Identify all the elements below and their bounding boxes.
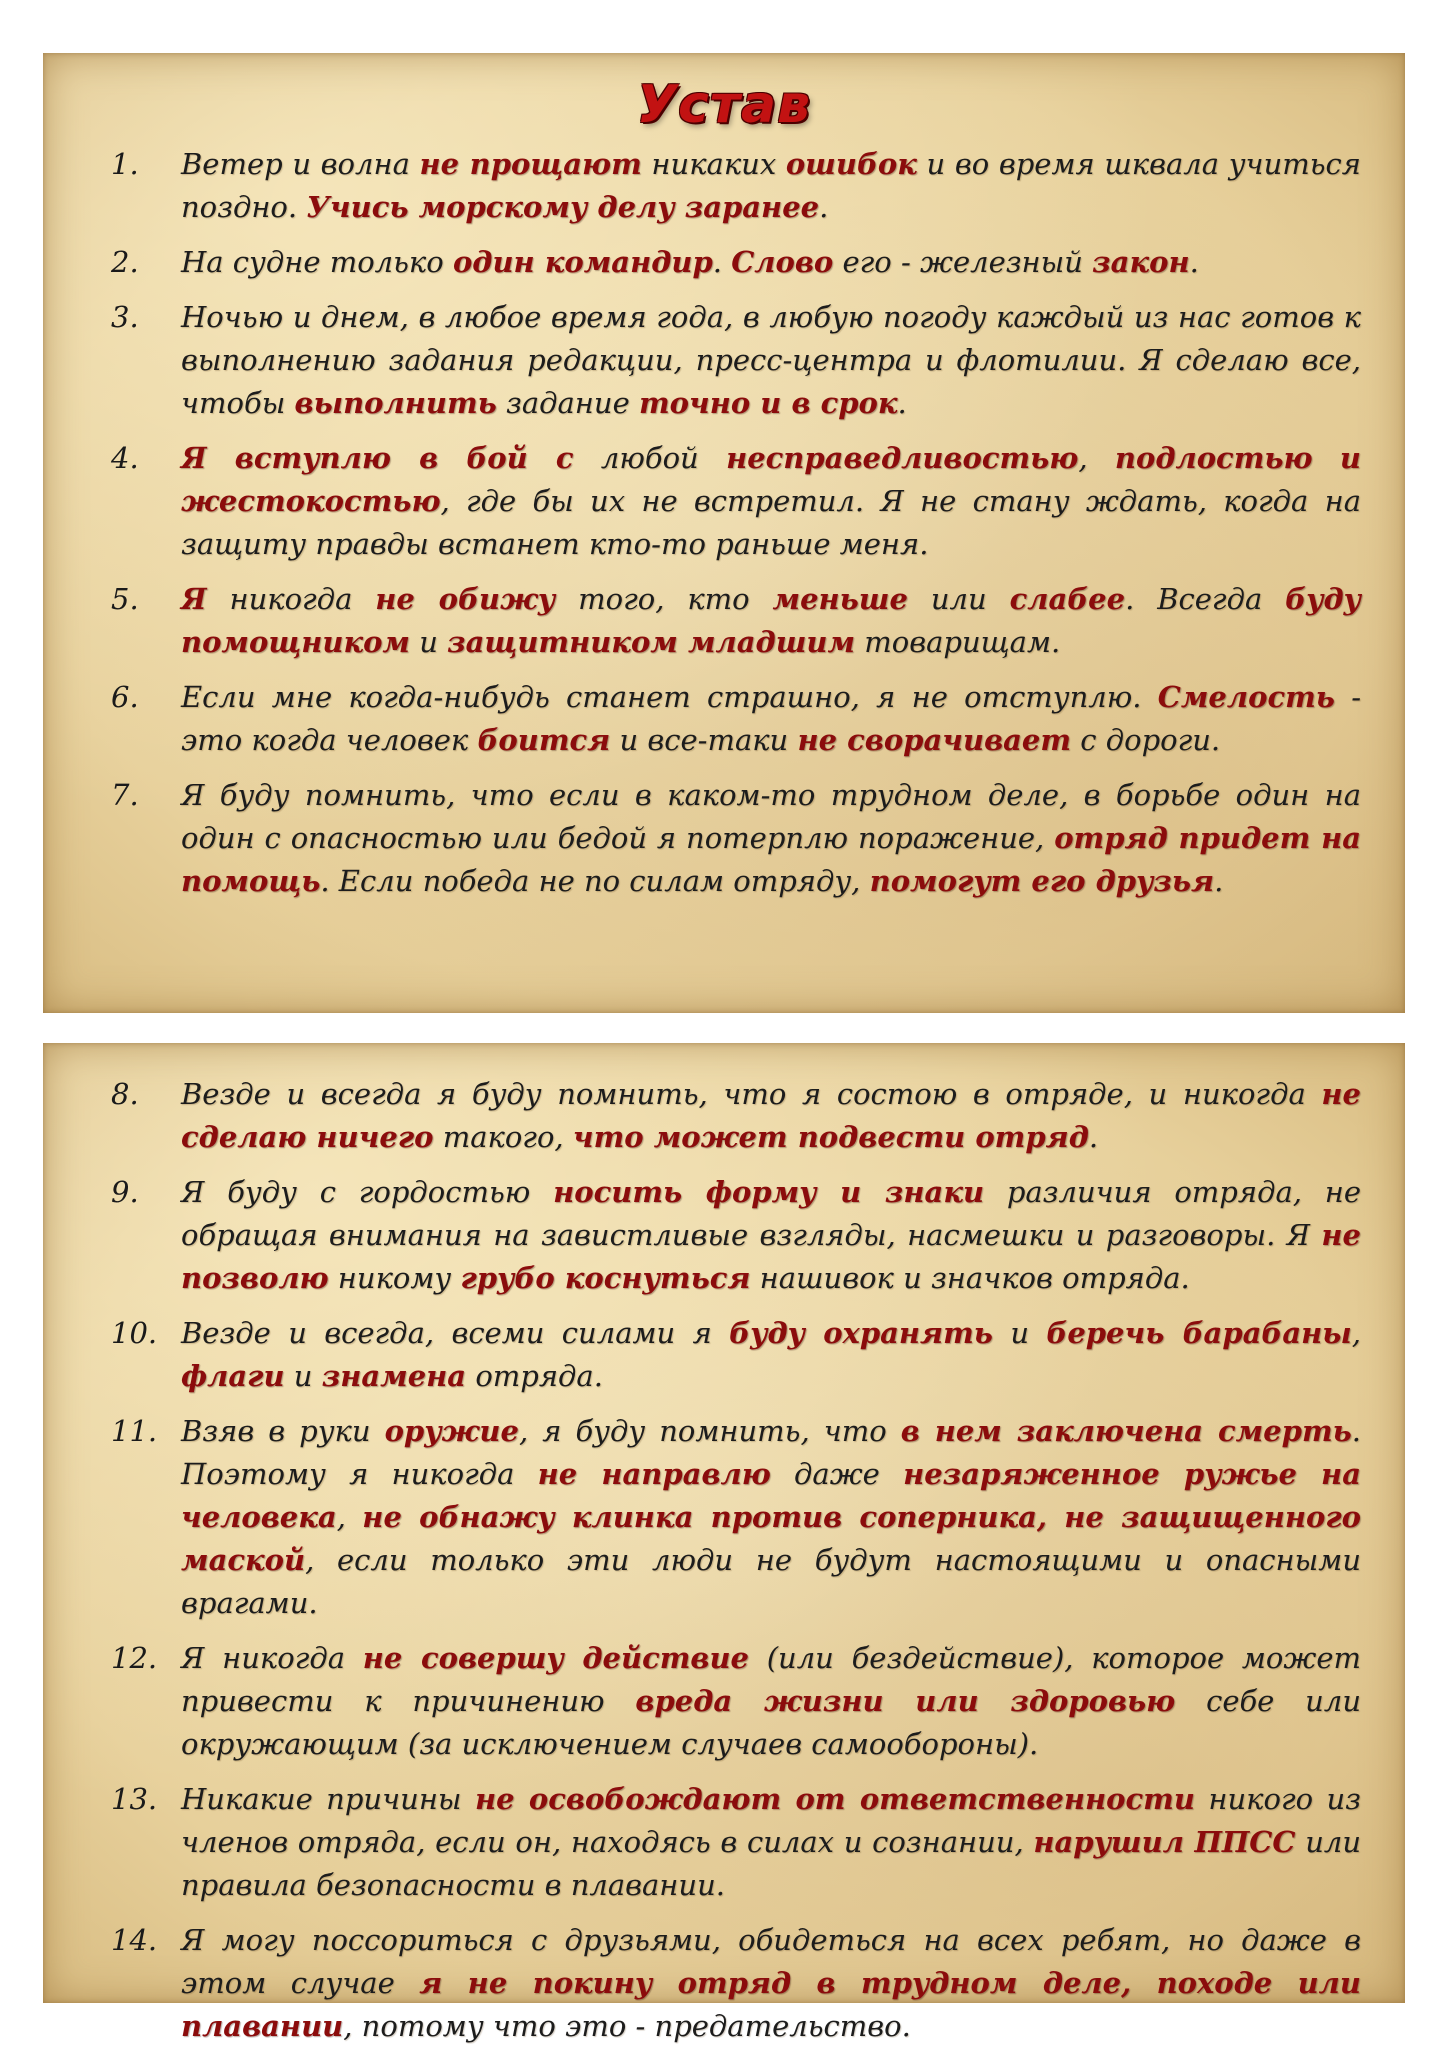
rule-emphasis: в нем заключена смерть	[900, 1414, 1352, 1448]
rule-number: 3.	[111, 300, 139, 334]
rule-number: 8.	[111, 1077, 139, 1111]
rule-emphasis: ошибок	[785, 147, 917, 181]
rule-emphasis: не сворачивает	[797, 723, 1072, 757]
rule-text	[181, 1410, 1361, 1625]
rule-text	[181, 1171, 1361, 1300]
rule-text-segment: и	[410, 625, 448, 659]
rule-text-segment: Я могу поссориться с друзьями, обидеться на всех ребят, но даже в этом случае	[181, 1923, 1361, 2000]
rule-item	[87, 1171, 1361, 1300]
rule-text	[181, 241, 1361, 284]
rule-item	[87, 1312, 1361, 1398]
rule-text-segment: или	[907, 582, 1010, 616]
rule-text-segment: и	[284, 1359, 322, 1393]
rule-text	[181, 296, 1361, 425]
rule-item	[87, 774, 1361, 903]
rule-number: 10.	[111, 1316, 158, 1350]
rule-text-segment: различия отряда, не обращая внимания на завистливые взгляды, насмешки и разговоры. Я	[181, 1175, 1361, 1252]
rule-text	[181, 774, 1361, 903]
parchment-sheet-top	[43, 53, 1405, 1013]
rule-number: 6.	[111, 680, 139, 714]
rule-text-segment: , где бы их не встретил. Я не стану ждать, когда на защиту правды встанет кто-то раньше меня.	[181, 484, 1361, 561]
rule-emphasis: помогут его друзья	[869, 864, 1215, 898]
rule-text-segment: даже	[770, 1457, 904, 1491]
rule-emphasis: боится	[477, 723, 611, 757]
rule-item	[87, 1410, 1361, 1625]
rule-text-segment: . Всегда	[1125, 582, 1286, 616]
rule-emphasis: флаги	[181, 1359, 285, 1393]
rule-text	[181, 437, 1361, 566]
rule-emphasis: что может подвести отряд	[572, 1120, 1089, 1154]
rule-text-segment: товарищам.	[855, 625, 1061, 659]
rule-emphasis: закон	[1092, 245, 1190, 279]
rule-text	[181, 1778, 1361, 1907]
rules-list-bottom	[87, 1073, 1361, 2048]
rule-text-segment: или правила безопасности в плавании.	[181, 1825, 1362, 1902]
rule-number: 14.	[111, 1923, 158, 1957]
rule-emphasis: не освобождают от ответственности	[475, 1782, 1195, 1816]
rule-item	[87, 296, 1361, 425]
rule-number: 4.	[111, 441, 139, 475]
rule-emphasis: не обнажу клинка против соперника, не защищенного маской	[181, 1500, 1362, 1577]
rule-emphasis: подлостью	[1114, 441, 1313, 475]
rule-emphasis: грубо коснуться	[460, 1261, 751, 1295]
rule-text	[181, 1073, 1361, 1159]
rule-item	[87, 1919, 1361, 2048]
rule-text-segment: с дороги.	[1071, 723, 1221, 757]
rule-text-segment: Ночью и днем, в любое время года, в любую погоду каждый из нас готов к выполнению задания редакции, пресс-центра и флотилии. Я сделаю все, чтобы	[181, 300, 1361, 420]
rule-emphasis: Я	[181, 582, 207, 616]
rule-text-segment: , я буду помнить, что	[518, 1414, 901, 1448]
rule-text-segment: Взяв в руки	[181, 1414, 385, 1448]
rule-emphasis: несправедливостью	[726, 441, 1079, 475]
rule-text-segment: .	[819, 190, 829, 224]
rule-emphasis: меньше	[772, 582, 908, 616]
rule-text-segment: любой	[573, 441, 727, 475]
rule-number: 13.	[111, 1782, 158, 1816]
rule-text-segment: Если мне когда-нибудь станет страшно, я не отступлю.	[181, 680, 1158, 714]
rule-text-segment: Я буду помнить, что если в каком-то трудном деле, в борьбе один на один с опасностью или бедой я потерплю поражение,	[181, 778, 1361, 855]
rule-emphasis: слабее	[1009, 582, 1126, 616]
rule-text-segment: , потому что это - предательство.	[343, 2009, 911, 2043]
rule-emphasis: не совершу действие	[362, 1641, 749, 1675]
rule-emphasis: оружие	[384, 1414, 519, 1448]
rule-emphasis: незаряженное ружье на человека	[181, 1457, 1361, 1534]
rule-emphasis: беречь барабаны	[1046, 1316, 1352, 1350]
rule-text-segment: Я буду с гордостью	[181, 1175, 554, 1209]
rule-text-segment: Везде и всегда, всеми силами я	[181, 1316, 730, 1350]
rule-text-segment: Никакие причины	[181, 1782, 475, 1816]
rule-number: 1.	[111, 147, 139, 181]
rule-text-segment: , если только эти люди не будут настоящими и опасными врагами.	[181, 1543, 1361, 1620]
rule-text-segment: Я никогда	[181, 1641, 363, 1675]
rule-text-segment: (или бездействие), которое может привести к причинению	[181, 1641, 1361, 1718]
rule-emphasis: не прощают	[419, 147, 642, 181]
rule-text-segment: себе или окружающим (за исключением случаев самообороны).	[181, 1684, 1361, 1761]
rule-text-segment: нашивок и значков отряда.	[750, 1261, 1190, 1295]
rule-text	[181, 1919, 1361, 2048]
rule-text-segment: и	[992, 1316, 1047, 1350]
rule-text-segment: никаких	[641, 147, 786, 181]
rule-text-segment: Ветер и волна	[181, 147, 420, 181]
rule-emphasis: один командир	[452, 245, 713, 279]
rule-text-segment: и во время шквала учиться поздно.	[181, 147, 1361, 224]
rule-text-segment: Везде и всегда я буду помнить, что я состою в отряде, и никогда	[181, 1077, 1322, 1111]
rule-emphasis: защитником младшим	[447, 625, 856, 659]
rule-emphasis: я не покину отряд в трудном деле, походе или плавании	[181, 1966, 1361, 2043]
rule-number: 12.	[111, 1641, 158, 1675]
rule-text-segment: .	[1088, 1120, 1099, 1154]
rule-emphasis: носить форму и знаки	[553, 1175, 985, 1209]
rule-text-segment: его - железный	[833, 245, 1093, 279]
rule-item	[87, 1778, 1361, 1907]
rule-emphasis: и жестокостью	[181, 441, 1361, 518]
rule-number: 5.	[111, 582, 139, 616]
rules-list-top	[87, 143, 1361, 903]
rule-emphasis: Слово	[731, 245, 834, 279]
rule-text	[181, 578, 1361, 664]
rule-text-segment: отряда.	[466, 1359, 603, 1393]
rule-text-segment: - это когда человек	[181, 680, 1361, 757]
rule-emphasis: отряд придет на помощь	[181, 821, 1362, 898]
rule-emphasis: буду охранять	[729, 1316, 993, 1350]
rule-item	[87, 143, 1361, 229]
rule-emphasis: Учись морскому делу заранее	[306, 190, 820, 224]
rule-text-segment: ,	[1351, 1316, 1362, 1350]
rule-text	[181, 676, 1361, 762]
rule-text-segment: никогда	[206, 582, 376, 616]
rule-emphasis: точно и в срок	[638, 386, 898, 420]
rule-text-segment: задание	[496, 386, 639, 420]
rule-item	[87, 1073, 1361, 1159]
rule-emphasis: выполнить	[294, 386, 497, 420]
rule-emphasis: Смелость	[1157, 680, 1335, 714]
rule-text-segment	[1313, 441, 1340, 475]
rule-text	[181, 1312, 1361, 1398]
rule-text-segment: ,	[336, 1500, 363, 1534]
rule-item	[87, 241, 1361, 284]
rule-item	[87, 676, 1361, 762]
rule-emphasis: не направлю	[537, 1457, 771, 1491]
rule-text-segment: того, кто	[555, 582, 773, 616]
rule-text-segment: На судне только	[181, 245, 453, 279]
rule-text-segment: и все-таки	[610, 723, 798, 757]
rule-emphasis: Я вступлю в бой с	[181, 441, 574, 475]
rule-text-segment: . Если победа не по силам отряду,	[320, 864, 870, 898]
rule-text-segment: .	[1214, 864, 1224, 898]
rule-number: 7.	[111, 778, 139, 812]
rule-text-segment: никого из членов отряда, если он, находясь в силах и сознании,	[181, 1782, 1362, 1859]
rule-number: 11.	[111, 1414, 158, 1448]
rule-text	[181, 143, 1361, 229]
rule-item	[87, 578, 1361, 664]
rule-number: 9.	[111, 1175, 139, 1209]
rule-text-segment: такого,	[433, 1120, 573, 1154]
rule-emphasis: не обижу	[375, 582, 556, 616]
rule-emphasis: нарушил ППСС	[1033, 1825, 1296, 1859]
rule-text-segment: .	[897, 386, 907, 420]
rule-text	[181, 1637, 1361, 1766]
rule-text-segment: .	[712, 245, 732, 279]
rule-text-segment: . Поэтому я никогда	[181, 1414, 1361, 1491]
rule-text-segment: .	[1189, 245, 1199, 279]
rule-emphasis: буду помощником	[181, 582, 1361, 659]
rule-text-segment: ,	[1078, 441, 1115, 475]
page-title: Устав	[636, 75, 812, 135]
rule-item	[87, 437, 1361, 566]
rule-text-segment: никому	[328, 1261, 461, 1295]
rule-emphasis: не сделаю ничего	[181, 1077, 1361, 1154]
rule-emphasis: вреда жизни или здоровью	[635, 1684, 1176, 1718]
rule-item	[87, 1637, 1361, 1766]
rule-emphasis: не позволю	[181, 1218, 1361, 1295]
rule-number: 2.	[111, 245, 139, 279]
rule-emphasis: знамена	[321, 1359, 467, 1393]
parchment-sheet-bottom	[43, 1043, 1405, 2043]
